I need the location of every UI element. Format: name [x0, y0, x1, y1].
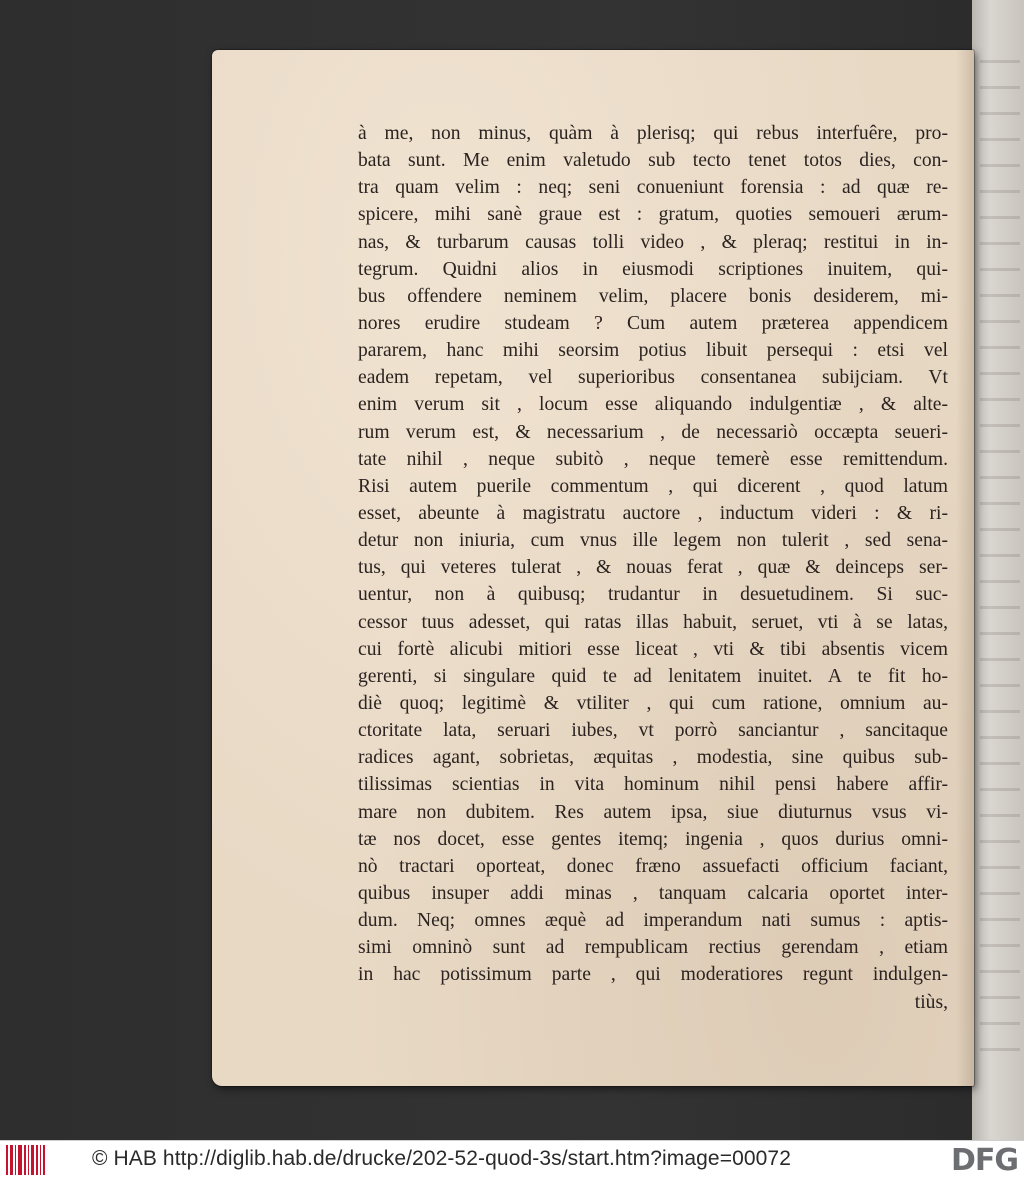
- barcode-bar: [6, 1145, 8, 1175]
- text-line: gerenti, si singulare quid te ad lenitatem inuitet. A te fit ho-: [358, 665, 948, 687]
- text-line: cessor tuus adesset, qui ratas illas habuit, seruet, vti à se latas,: [358, 611, 948, 633]
- text-line: tegrum. Quidni alios in eiusmodi scriptiones inuitem, qui-: [358, 258, 948, 280]
- text-line: detur non iniuria, cum vnus ille legem non tulerit , sed sena-: [358, 530, 948, 552]
- text-line: diè quoq; legitimè & vtiliter , qui cum ratione, omnium au-: [358, 692, 948, 714]
- book-page: [212, 50, 974, 1086]
- text-line: nores erudire studeam ? Cum autem præterea appendicem: [358, 312, 948, 334]
- text-line: tiùs,: [914, 991, 948, 1013]
- text-line: spicere, mihi sanè graue est : gratum, quoties semoueri ærum-: [358, 204, 948, 226]
- barcode-bar: [28, 1145, 29, 1175]
- text-line: simi omninò sunt ad rempublicam rectius gerendam , etiam: [358, 937, 948, 959]
- barcode-bar: [15, 1145, 16, 1175]
- barcode-bar: [24, 1145, 26, 1175]
- text-line: dum. Neq; omnes æquè ad imperandum nati sumus : aptis-: [358, 910, 948, 932]
- dfg-logo: DFG: [950, 1143, 1018, 1178]
- barcode-bar: [36, 1145, 38, 1175]
- credit-link[interactable]: © HAB http://diglib.hab.de/drucke/202-52-quod-3s/start.htm?image=00072: [92, 1147, 791, 1170]
- text-line: tilissimas scientias in vita hominum nihil pensi habere affir-: [358, 774, 948, 796]
- text-line: quibus insuper addi minas , tanquam calcaria oportet inter-: [358, 882, 948, 904]
- hab-barcode-logo: [6, 1145, 46, 1175]
- text-line: tæ nos docet, esse gentes itemq; ingenia , quos durius omni-: [358, 828, 948, 850]
- text-line: eadem repetam, vel superioribus consentanea subijciam. Vt: [358, 367, 948, 389]
- text-line: tra quam velim : neq; seni conueniunt forensia : ad quæ re-: [358, 177, 948, 199]
- text-line: pararem, hanc mihi seorsim potius libuit persequi : etsi vel: [358, 340, 948, 362]
- text-line: bus offendere neminem velim, placere bonis desiderem, mi-: [358, 285, 948, 307]
- text-line: uentur, non à quibusq; trudantur in desuetudinem. Si suc-: [358, 584, 948, 606]
- text-line: radices agant, sobrietas, æquitas , modestia, sine quibus sub-: [358, 747, 948, 769]
- text-line: in hac potissimum parte , qui moderatiores regunt indulgen-: [358, 964, 948, 986]
- text-line: tate nihil , neque subitò , neque temerè esse remittendum.: [358, 448, 948, 470]
- bleed-through-text: [980, 60, 1020, 1060]
- text-line: à me, non minus, quàm à plerisq; qui rebus interfuêre, pro-: [358, 123, 948, 144]
- text-line: ctoritate lata, seruari iubes, vt porrò sanciantur , sancitaque: [358, 720, 948, 742]
- page-text-block: [358, 120, 948, 1016]
- page-gutter-shadow: [956, 50, 974, 1086]
- barcode-bar: [40, 1145, 41, 1175]
- barcode-bar: [10, 1145, 13, 1175]
- text-line: bata sunt. Me enim valetudo sub tecto tenet totos dies, con-: [358, 150, 948, 172]
- viewer-footer: [0, 1140, 1024, 1180]
- text-line: mare non dubitem. Res autem ipsa, siue diuturnus vsus vi-: [358, 801, 948, 823]
- text-line: Risi autem puerile commentum , qui dicerent , quod latum: [358, 475, 948, 497]
- barcode-bar: [31, 1145, 34, 1175]
- barcode-bar: [18, 1145, 22, 1175]
- text-line: nò tractari oporteat, donec fræno assuefacti officium faciant,: [358, 855, 948, 877]
- facing-page-edge: [972, 0, 1024, 1140]
- text-line: enim verum sit , locum esse aliquando indulgentiæ , & alte-: [358, 394, 948, 416]
- text-line: esset, abeunte à magistratu auctore , inductum videri : & ri-: [358, 502, 948, 524]
- text-line: rum verum est, & necessarium , de necessariò occæpta seueri-: [358, 421, 948, 443]
- text-line: cui fortè alicubi mitiori esse liceat , vti & tibi absentis vicem: [358, 638, 948, 660]
- text-line: nas, & turbarum causas tolli video , & pleraq; restitui in in-: [358, 231, 948, 253]
- barcode-bar: [43, 1145, 45, 1175]
- text-line: tus, qui veteres tulerat , & nouas ferat , quæ & deinceps ser-: [358, 557, 948, 579]
